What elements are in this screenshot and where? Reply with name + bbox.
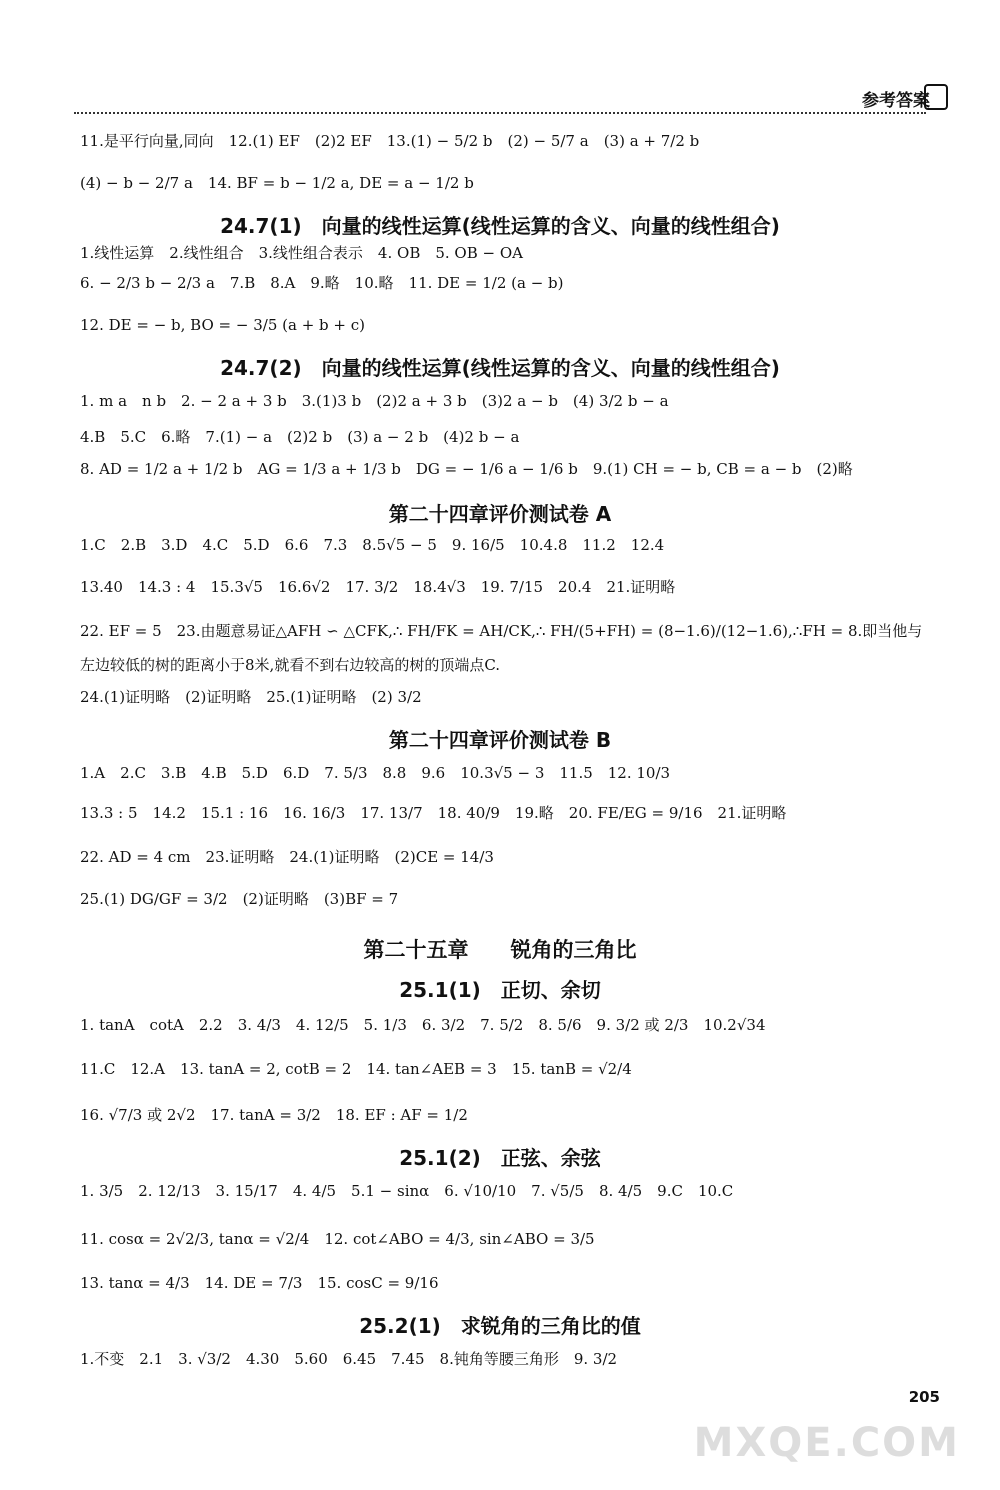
- answer-line: 25.(1) DG/GF = 3/2 (2)证明略 (3)BF = 7: [80, 890, 399, 908]
- answer-line: 13.3 : 5 14.2 15.1 : 16 16. 16/3 17. 13/7 18. 40/9 19.略 20. FE/EG = 9/16 21.证明略: [80, 804, 787, 822]
- answer-line: 11.C 12.A 13. tanA = 2, cotB = 2 14. tan∠AEB = 3 15. tanB = √2/4: [80, 1060, 632, 1078]
- answer-line: 6. − 2/3 b − 2/3 a 7.B 8.A 9.略 10.略 11. DE = 1/2 (a − b): [80, 274, 564, 292]
- answer-line: 1.A 2.C 3.B 4.B 5.D 6.D 7. 5/3 8.8 9.6 10.3√5 − 3 11.5 12. 10/3: [80, 764, 671, 782]
- answer-line: 1.C 2.B 3.D 4.C 5.D 6.6 7.3 8.5√5 − 5 9. 16/5 10.4.8 11.2 12.4: [80, 536, 665, 554]
- header-title: 参考答案: [862, 91, 930, 111]
- answer-line: 11.是平行向量,同向 12.(1) EF (2)2 EF 13.(1) − 5/2 b (2) − 5/7 a (3) a + 7/2 b: [80, 132, 700, 150]
- answer-line: 13.40 14.3 : 4 15.3√5 16.6√2 17. 3/2 18.4√3 19. 7/15 20.4 21.证明略: [80, 578, 676, 596]
- section-title: 24.7(2) 向量的线性运算(线性运算的含义、向量的线性组合): [220, 356, 780, 380]
- answer-line: 左边较低的树的距离小于8米,就看不到右边较高的树的顶端点C.: [80, 656, 501, 674]
- section-title: 25.1(2) 正弦、余弦: [399, 1146, 601, 1170]
- answer-line: 11. cosα = 2√2/3, tanα = √2/4 12. cot∠ABO = 4/3, sin∠ABO = 3/5: [80, 1230, 595, 1248]
- answer-line: 24.(1)证明略 (2)证明略 25.(1)证明略 (2) 3/2: [80, 688, 422, 706]
- answer-line: 16. √7/3 或 2√2 17. tanA = 3/2 18. EF : AF = 1/2: [80, 1106, 468, 1124]
- answer-line: 22. EF = 5 23.由题意易证△AFH ∽ △CFK,∴ FH/FK = AH/CK,∴ FH/(5+FH) = (8−1.6)/(12−1.6),∴FH = 8.即当他与: [80, 622, 923, 640]
- answer-line: 4.B 5.C 6.略 7.(1) − a (2)2 b (3) a − 2 b (4)2 b − a: [80, 428, 520, 446]
- chapter-title: 第二十五章 锐角的三角比: [363, 938, 637, 962]
- answer-line: 22. AD = 4 cm 23.证明略 24.(1)证明略 (2)CE = 14/3: [80, 848, 494, 866]
- answer-line: 1. tanA cotA 2.2 3. 4/3 4. 12/5 5. 1/3 6. 3/2 7. 5/2 8. 5/6 9. 3/2 或 2/3 10.2√34: [80, 1016, 766, 1034]
- section-title: 24.7(1) 向量的线性运算(线性运算的含义、向量的线性组合): [220, 214, 780, 238]
- page-number: 205: [908, 1388, 940, 1406]
- answer-line: (4) − b − 2/7 a 14. BF = b − 1/2 a, DE = a − 1/2 b: [80, 174, 474, 192]
- answer-line: 1. m a n b 2. − 2 a + 3 b 3.(1)3 b (2)2 a + 3 b (3)2 a − b (4) 3/2 b − a: [80, 392, 669, 410]
- watermark: MXQE.COM: [693, 1420, 960, 1466]
- section-title: 25.1(1) 正切、余切: [399, 978, 601, 1002]
- book-icon: [924, 84, 948, 110]
- answer-line: 1. 3/5 2. 12/13 3. 15/17 4. 4/5 5.1 − sinα 6. √10/10 7. √5/5 8. 4/5 9.C 10.C: [80, 1182, 734, 1200]
- answer-line: 12. DE = − b, BO = − 3/5 (a + b + c): [80, 316, 365, 334]
- answer-line: 1.不变 2.1 3. √3/2 4.30 5.60 6.45 7.45 8.钝角等腰三角形 9. 3/2: [80, 1350, 618, 1368]
- answer-line: 13. tanα = 4/3 14. DE = 7/3 15. cosC = 9/16: [80, 1274, 439, 1292]
- section-title: 25.2(1) 求锐角的三角比的值: [359, 1314, 641, 1338]
- header-divider: [74, 112, 926, 114]
- answer-line: 1.线性运算 2.线性组合 3.线性组合表示 4. OB 5. OB − OA: [80, 244, 523, 262]
- section-title: 第二十四章评价测试卷 B: [388, 728, 612, 752]
- answer-line: 8. AD = 1/2 a + 1/2 b AG = 1/3 a + 1/3 b DG = − 1/6 a − 1/6 b 9.(1) CH = − b, CB = a − b (2)略: [80, 460, 853, 478]
- section-title: 第二十四章评价测试卷 A: [388, 502, 612, 526]
